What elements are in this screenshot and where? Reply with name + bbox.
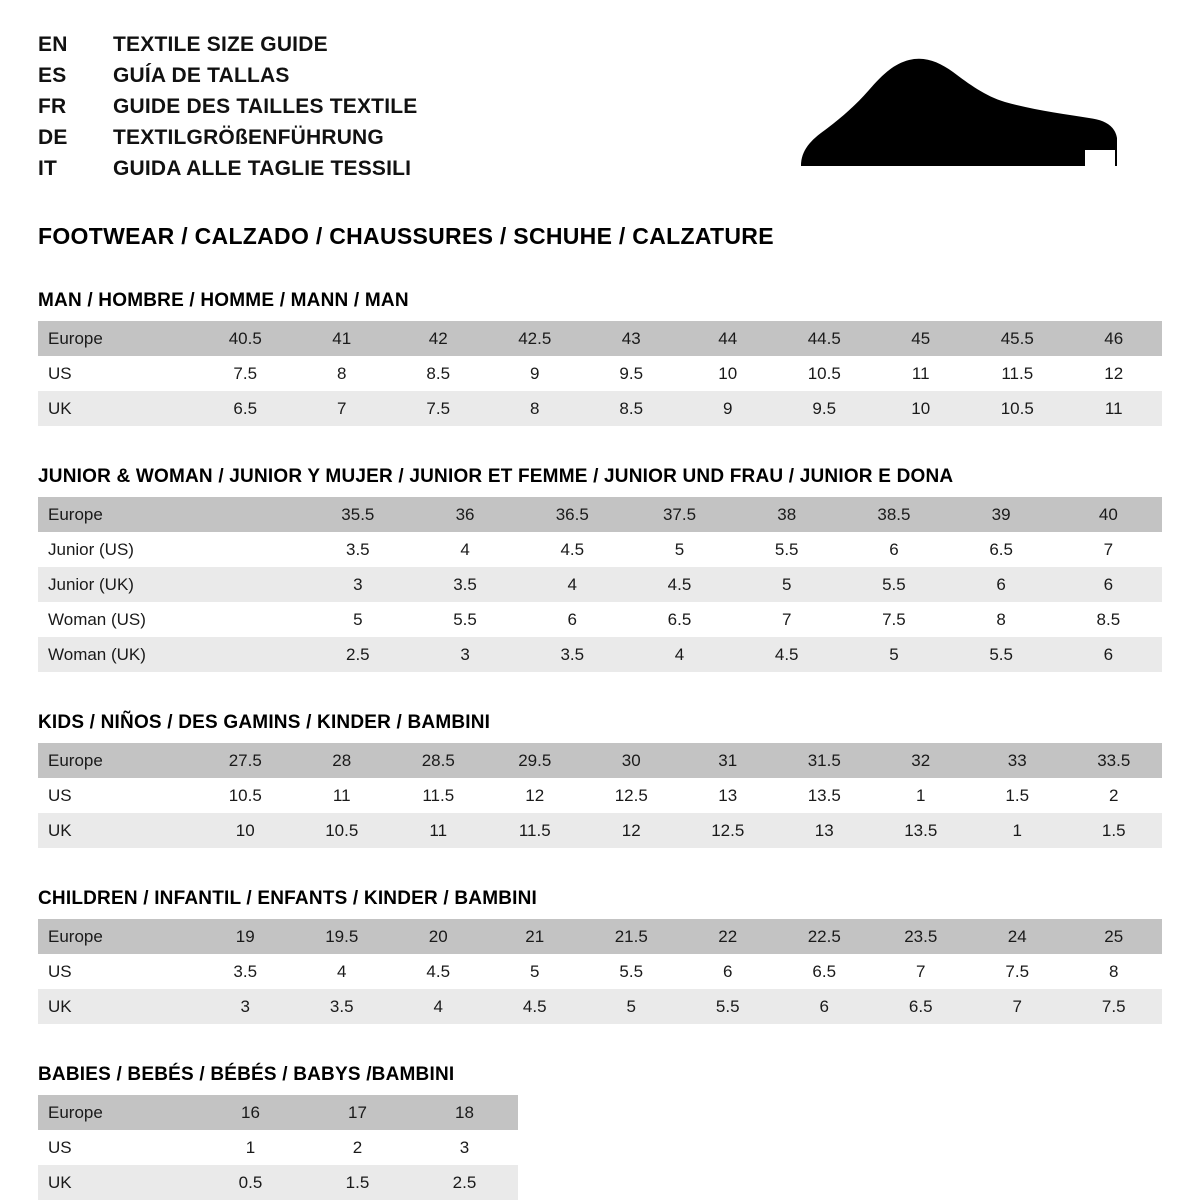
size-cell: 39 [948, 497, 1055, 532]
language-title: GUIDA ALLE TAGLIE TESSILI [113, 157, 412, 181]
size-section [38, 888, 1162, 1024]
sections-container [38, 290, 1162, 1200]
size-cell: 19 [197, 919, 294, 954]
table-row [38, 602, 1162, 637]
size-cell: 8.5 [583, 391, 680, 426]
size-cell: 42 [390, 321, 487, 356]
size-cell: 31 [680, 743, 777, 778]
size-cell: 38 [733, 497, 840, 532]
size-cell: 3.5 [294, 989, 391, 1024]
size-cell: 6 [1055, 637, 1162, 672]
size-cell: 27.5 [197, 743, 294, 778]
row-label: US [38, 954, 197, 989]
size-cell: 36.5 [519, 497, 626, 532]
size-cell: 7.5 [197, 356, 294, 391]
size-cell: 10 [873, 391, 970, 426]
size-cell: 36 [411, 497, 518, 532]
size-cell: 23.5 [873, 919, 970, 954]
size-cell: 7.5 [1066, 989, 1163, 1024]
size-cell [197, 637, 304, 672]
table-row [38, 989, 1162, 1024]
language-title-list [38, 34, 417, 189]
size-cell: 7.5 [840, 602, 947, 637]
size-cell: 28 [294, 743, 391, 778]
language-code: EN [38, 33, 68, 56]
row-label: US [38, 778, 197, 813]
size-cell: 43 [583, 321, 680, 356]
row-label: Europe [38, 497, 197, 532]
size-cell: 4.5 [487, 989, 584, 1024]
size-cell: 1 [969, 813, 1066, 848]
table-row [38, 813, 1162, 848]
size-cell: 2 [304, 1130, 411, 1165]
table-row [38, 321, 1162, 356]
size-cell: 22 [680, 919, 777, 954]
size-cell: 38.5 [840, 497, 947, 532]
size-cell: 12 [583, 813, 680, 848]
size-cell: 11 [873, 356, 970, 391]
size-cell: 31.5 [776, 743, 873, 778]
row-label: Europe [38, 919, 197, 954]
size-cell: 1.5 [969, 778, 1066, 813]
language-title: TEXTILGRÖßENFÜHRUNG [113, 126, 384, 150]
size-cell: 7 [294, 391, 391, 426]
dress-shoe-icon [789, 54, 1119, 184]
size-cell: 17 [304, 1095, 411, 1130]
size-cell: 11 [294, 778, 391, 813]
size-cell: 3 [411, 637, 518, 672]
size-cell: 7 [733, 602, 840, 637]
size-cell: 5.5 [680, 989, 777, 1024]
size-cell: 6 [840, 532, 947, 567]
size-cell: 7.5 [390, 391, 487, 426]
language-row [38, 127, 417, 158]
table-row [38, 743, 1162, 778]
size-cell: 24 [969, 919, 1066, 954]
row-label: Woman (UK) [38, 637, 197, 672]
size-cell: 6.5 [626, 602, 733, 637]
size-cell: 21 [487, 919, 584, 954]
size-cell: 8.5 [390, 356, 487, 391]
table-row [38, 567, 1162, 602]
size-cell: 3.5 [197, 954, 294, 989]
table-row [38, 356, 1162, 391]
language-code: DE [38, 126, 68, 150]
size-cell: 12.5 [680, 813, 777, 848]
size-cell: 4.5 [733, 637, 840, 672]
size-cell: 44.5 [776, 321, 873, 356]
size-cell: 8 [294, 356, 391, 391]
size-cell: 9 [487, 356, 584, 391]
row-label: Junior (UK) [38, 567, 197, 602]
size-cell: 6.5 [776, 954, 873, 989]
table-row [38, 497, 1162, 532]
size-cell [197, 602, 304, 637]
row-label: Europe [38, 1095, 197, 1130]
size-cell: 45 [873, 321, 970, 356]
size-cell: 4 [519, 567, 626, 602]
size-cell: 11.5 [487, 813, 584, 848]
language-row [38, 96, 417, 127]
size-cell: 40 [1055, 497, 1162, 532]
size-cell: 29.5 [487, 743, 584, 778]
size-table [38, 321, 1162, 426]
size-cell: 16 [197, 1095, 304, 1130]
size-cell: 6 [776, 989, 873, 1024]
size-cell: 37.5 [626, 497, 733, 532]
language-title: TEXTILE SIZE GUIDE [113, 33, 328, 56]
size-cell: 9 [680, 391, 777, 426]
size-section [38, 290, 1162, 426]
section-title: CHILDREN / INFANTIL / ENFANTS / KINDER / BAMBINI [38, 888, 538, 910]
row-label: UK [38, 813, 197, 848]
size-cell: 3.5 [304, 532, 411, 567]
size-cell: 2 [1066, 778, 1163, 813]
row-label: Junior (US) [38, 532, 197, 567]
size-cell: 2.5 [304, 637, 411, 672]
size-cell: 1.5 [304, 1165, 411, 1200]
row-label: US [38, 1130, 197, 1165]
size-cell: 5 [626, 532, 733, 567]
table-row [38, 1165, 518, 1200]
size-cell: 35.5 [304, 497, 411, 532]
size-cell: 13 [776, 813, 873, 848]
page-header [38, 34, 1162, 189]
row-label: UK [38, 989, 197, 1024]
row-label: Europe [38, 321, 197, 356]
size-cell: 12.5 [583, 778, 680, 813]
table-row [38, 637, 1162, 672]
size-cell: 20 [390, 919, 487, 954]
size-cell: 21.5 [583, 919, 680, 954]
size-cell: 3 [411, 1130, 518, 1165]
size-cell: 10.5 [776, 356, 873, 391]
size-cell: 5 [733, 567, 840, 602]
shoe-illustration [774, 34, 1162, 184]
section-title: KIDS / NIÑOS / DES GAMINS / KINDER / BAMBINI [38, 712, 491, 734]
size-cell: 8 [1066, 954, 1163, 989]
size-cell: 12 [487, 778, 584, 813]
row-label: UK [38, 391, 197, 426]
size-cell: 32 [873, 743, 970, 778]
size-cell: 9.5 [776, 391, 873, 426]
size-cell: 11.5 [969, 356, 1066, 391]
size-cell: 6 [680, 954, 777, 989]
row-label: Woman (US) [38, 602, 197, 637]
table-row [38, 919, 1162, 954]
size-cell: 19.5 [294, 919, 391, 954]
size-cell: 10.5 [294, 813, 391, 848]
size-cell: 30 [583, 743, 680, 778]
size-cell: 12 [1066, 356, 1163, 391]
size-cell: 44 [680, 321, 777, 356]
size-cell: 5.5 [733, 532, 840, 567]
size-cell: 13 [680, 778, 777, 813]
section-title: JUNIOR & WOMAN / JUNIOR Y MUJER / JUNIOR ET FEMME / JUNIOR UND FRAU / JUNIOR E DONA [38, 466, 954, 488]
size-cell: 18 [411, 1095, 518, 1130]
size-cell: 7.5 [969, 954, 1066, 989]
size-cell: 7 [969, 989, 1066, 1024]
size-cell: 0.5 [197, 1165, 304, 1200]
size-cell: 42.5 [487, 321, 584, 356]
language-code: FR [38, 95, 67, 119]
size-cell: 7 [873, 954, 970, 989]
size-cell: 11 [1066, 391, 1163, 426]
size-cell [197, 567, 304, 602]
size-cell: 5.5 [840, 567, 947, 602]
size-cell: 13.5 [873, 813, 970, 848]
size-cell: 4 [411, 532, 518, 567]
size-cell: 11.5 [390, 778, 487, 813]
size-cell [197, 532, 304, 567]
table-row [38, 1130, 518, 1165]
size-section [38, 466, 1162, 672]
size-table [38, 743, 1162, 848]
size-cell: 4 [626, 637, 733, 672]
size-cell: 46 [1066, 321, 1163, 356]
row-label: Europe [38, 743, 197, 778]
size-cell: 5 [304, 602, 411, 637]
size-cell: 7 [1055, 532, 1162, 567]
size-cell: 22.5 [776, 919, 873, 954]
language-row [38, 65, 417, 96]
language-code: IT [38, 157, 58, 181]
size-cell: 10 [680, 356, 777, 391]
size-cell: 6.5 [197, 391, 294, 426]
size-cell: 28.5 [390, 743, 487, 778]
table-row [38, 1095, 518, 1130]
section-title: MAN / HOMBRE / HOMME / MANN / MAN [38, 290, 409, 312]
size-cell: 3 [304, 567, 411, 602]
section-title: BABIES / BEBÉS / BÉBÉS / BABYS /BAMBINI [38, 1064, 455, 1086]
size-cell: 2.5 [411, 1165, 518, 1200]
row-label: UK [38, 1165, 197, 1200]
size-cell: 10.5 [969, 391, 1066, 426]
language-row [38, 34, 417, 65]
table-row [38, 954, 1162, 989]
size-table [38, 1095, 518, 1200]
size-cell: 5 [583, 989, 680, 1024]
size-cell: 3.5 [519, 637, 626, 672]
size-cell: 8.5 [1055, 602, 1162, 637]
size-table [38, 497, 1162, 672]
size-cell: 9.5 [583, 356, 680, 391]
size-cell: 1.5 [1066, 813, 1163, 848]
size-cell [197, 497, 304, 532]
table-row [38, 778, 1162, 813]
size-cell: 25 [1066, 919, 1163, 954]
size-table [38, 919, 1162, 1024]
category-title: FOOTWEAR / CALZADO / CHAUSSURES / SCHUHE / CALZATURE [38, 223, 774, 250]
size-section [38, 712, 1162, 848]
size-cell: 4.5 [626, 567, 733, 602]
size-cell: 5.5 [411, 602, 518, 637]
size-cell: 3.5 [411, 567, 518, 602]
size-cell: 4.5 [519, 532, 626, 567]
size-cell: 8 [487, 391, 584, 426]
size-cell: 1 [197, 1130, 304, 1165]
size-cell: 10.5 [197, 778, 294, 813]
size-cell: 6.5 [873, 989, 970, 1024]
size-section [38, 1064, 1162, 1200]
table-row [38, 532, 1162, 567]
size-cell: 11 [390, 813, 487, 848]
size-cell: 4.5 [390, 954, 487, 989]
language-title: GUIDE DES TAILLES TEXTILE [113, 95, 418, 119]
size-cell: 33 [969, 743, 1066, 778]
size-cell: 6 [519, 602, 626, 637]
row-label: US [38, 356, 197, 391]
size-cell: 10 [197, 813, 294, 848]
table-row [38, 391, 1162, 426]
size-cell: 8 [948, 602, 1055, 637]
size-cell: 5 [840, 637, 947, 672]
size-cell: 6 [1055, 567, 1162, 602]
language-title: GUÍA DE TALLAS [113, 64, 290, 88]
size-cell: 4 [294, 954, 391, 989]
size-cell: 33.5 [1066, 743, 1163, 778]
language-code: ES [38, 64, 67, 88]
language-row [38, 158, 417, 189]
size-cell: 1 [873, 778, 970, 813]
size-cell: 5.5 [583, 954, 680, 989]
size-cell: 40.5 [197, 321, 294, 356]
size-cell: 6.5 [948, 532, 1055, 567]
size-cell: 41 [294, 321, 391, 356]
size-cell: 13.5 [776, 778, 873, 813]
size-cell: 4 [390, 989, 487, 1024]
size-cell: 3 [197, 989, 294, 1024]
size-cell: 5 [487, 954, 584, 989]
size-cell: 5.5 [948, 637, 1055, 672]
size-cell: 6 [948, 567, 1055, 602]
size-cell: 45.5 [969, 321, 1066, 356]
